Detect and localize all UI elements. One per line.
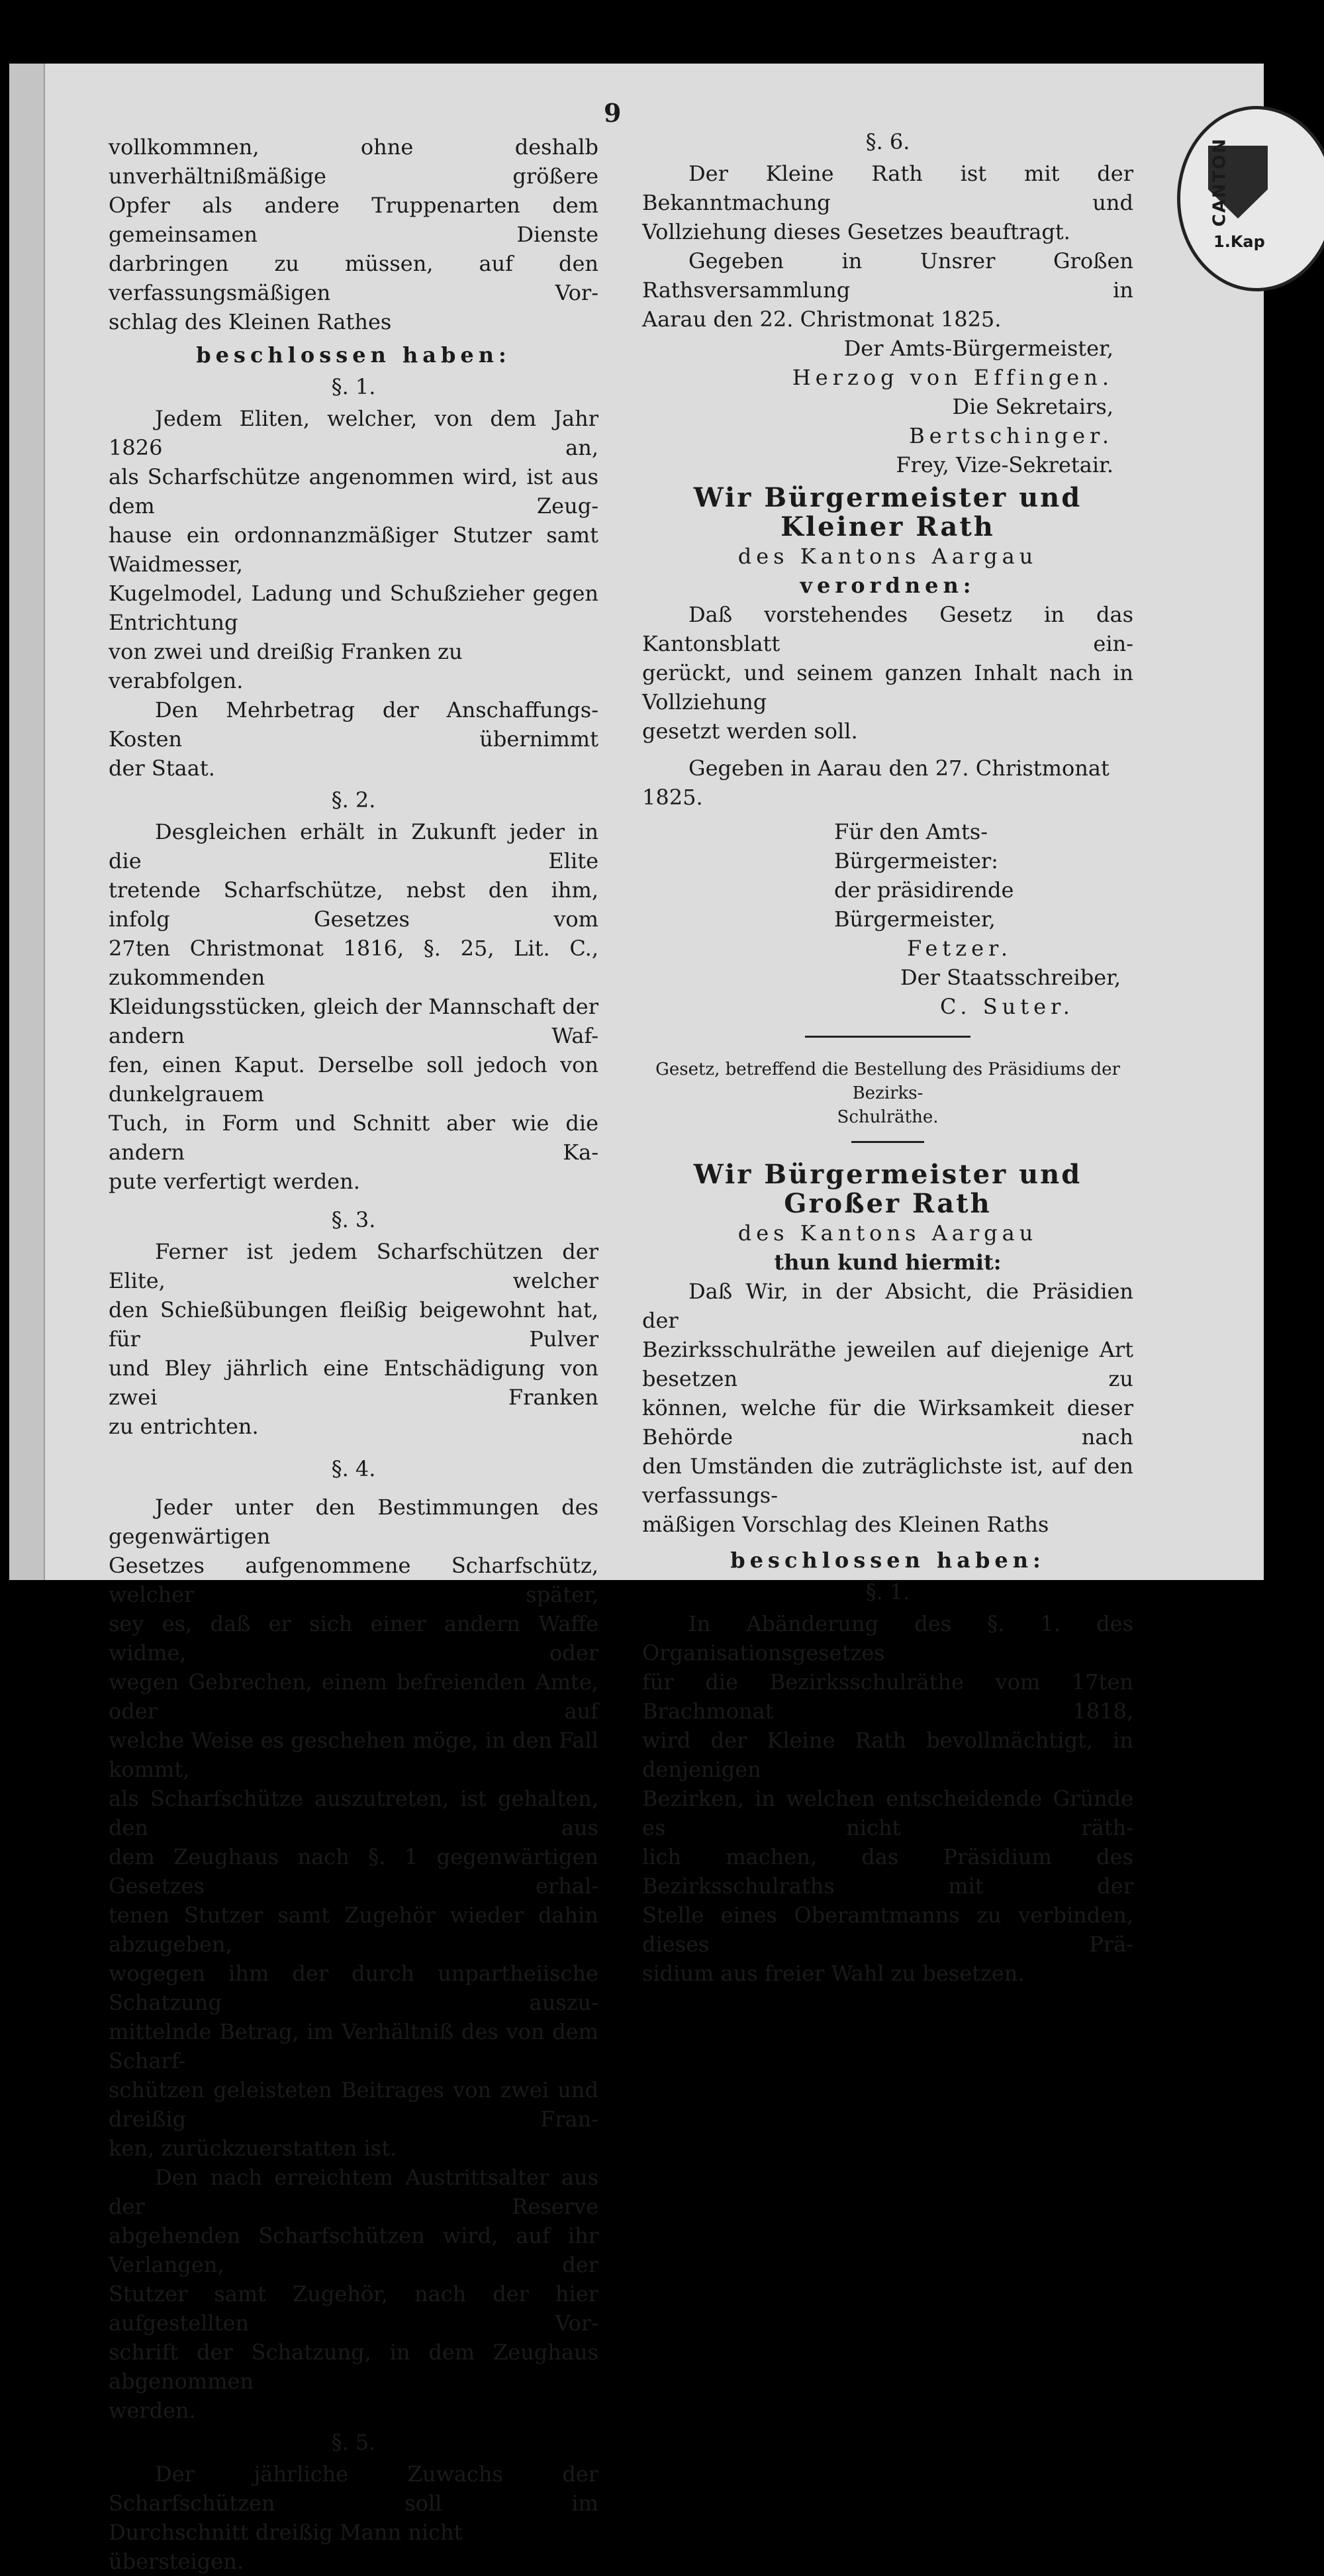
- text-line: den Schießübungen fleißig beigewohnt hat, für Pulver: [109, 1297, 598, 1352]
- text-line: Opfer als andere Truppenarten dem gemeinsamen Dienste: [109, 193, 598, 247]
- text-line: lich machen, das Präsidium des Bezirksschulraths mit der: [642, 1844, 1133, 1899]
- section-6: [642, 159, 1133, 334]
- section-heading: §. 4.: [331, 1456, 376, 1481]
- section-heading: §. 3.: [331, 1207, 376, 1232]
- text-line: zu entrichten.: [109, 1414, 259, 1439]
- text-line: Kleidungsstücken, gleich der Mannschaft der andern Waf-: [109, 994, 598, 1048]
- text-line: Der jährliche Zuwachs der Scharfschützen soll im: [109, 2461, 598, 2516]
- signature-name: Fetzer.: [907, 936, 1012, 961]
- resolved-heading: beschlossen haben:: [196, 342, 511, 368]
- text-line: Stelle eines Oberamtmanns zu verbinden, dieses Prä-: [642, 1903, 1133, 1957]
- text-line: Aarau den 22. Christmonat 1825.: [642, 307, 1002, 332]
- text-line: gesetzt werden soll.: [642, 718, 858, 744]
- text-line: schlag des Kleinen Rathes: [109, 309, 392, 334]
- text-line: tenen Stutzer samt Zugehör wieder dahin abzugeben,: [109, 1903, 598, 1957]
- given-line: Gegeben in Aarau den 27. Christmonat 1825.: [642, 756, 1110, 810]
- text-line: schrift der Schatzung, in dem Zeughaus abgenommen: [109, 2340, 598, 2394]
- text-line: vollkommnen, ohne deshalb unverhältnißmäßige größere: [109, 134, 598, 189]
- text-line: Tuch, in Form und Schnitt aber wie die andern Ka-: [109, 1111, 598, 1165]
- stamp-text-top: CANTON: [1209, 137, 1230, 227]
- divider: [851, 1141, 924, 1143]
- text-line: Den Mehrbetrag der Anschaffungs-Kosten übernimmt: [109, 697, 598, 752]
- text-line: Kugelmodel, Ladung und Schußzieher gegen Entrichtung: [109, 581, 598, 635]
- law-subtitle: des Kantons Aargau: [737, 1220, 1038, 1246]
- text-line: welche Weise es geschehen möge, in den Fall kommt,: [109, 1728, 598, 1782]
- signature-name: Herzog von Effingen.: [792, 365, 1113, 390]
- text-line: Daß Wir, in der Absicht, die Präsidien der: [642, 1279, 1133, 1333]
- text-line: Schulräthe.: [837, 1107, 939, 1127]
- signature-line: Der Staatsschreiber,: [900, 965, 1121, 990]
- law-verb: thun kund hiermit:: [774, 1250, 1002, 1275]
- text-line: darbringen zu müssen, auf den verfassungsmäßigen Vor-: [109, 251, 598, 305]
- decree-title: Wir Bürgermeister und Kleiner Rath: [693, 482, 1082, 542]
- section-4: [109, 1493, 598, 2425]
- signatures-1: [642, 334, 1133, 479]
- text-line: Bezirksschulräthe jeweilen auf diejenige Art besetzen zu: [642, 1337, 1133, 1391]
- text-line: Gegeben in Unsrer Großen Rathsversammlung in: [642, 248, 1133, 303]
- text-line: Stutzer samt Zugehör, nach der hier aufgestellten Vor-: [109, 2281, 598, 2336]
- section-heading: §. 5.: [331, 2430, 376, 2455]
- text-line: Daß vorstehendes Gesetz in das Kantonsblatt ein-: [642, 602, 1133, 656]
- signature-line: Für den Amts-Bürgermeister:: [834, 819, 998, 873]
- stamp-text-bottom: 1.Kap: [1213, 232, 1265, 251]
- binding-strip: [9, 64, 45, 1580]
- text-line: Jeder unter den Bestimmungen des gegenwärtigen: [109, 1495, 598, 1549]
- text-line: können, welche für die Wirksamkeit dieser Behörde nach: [642, 1395, 1133, 1450]
- section-1: [109, 404, 598, 783]
- right-column: [642, 124, 1133, 1988]
- signature-line: Der Amts-Bürgermeister,: [843, 336, 1113, 361]
- text-line: wird der Kleine Rath bevollmächtigt, in denjenigen: [642, 1728, 1133, 1782]
- text-line: Gesetz, betreffend die Bestellung des Präsidiums der Bezirks-: [655, 1060, 1120, 1103]
- law-preamble: [642, 1277, 1133, 1539]
- text-line: von zwei und dreißig Franken zu verabfolgen.: [109, 639, 463, 693]
- section-heading: §. 2.: [331, 787, 376, 813]
- signature-name: C. Suter.: [940, 994, 1074, 1019]
- text-line: Jedem Eliten, welcher, von dem Jahr 1826 an,: [109, 406, 598, 460]
- intro-paragraph: [109, 132, 598, 336]
- text-line: mittelnde Betrag, im Verhältniß des von dem Scharf-: [109, 2019, 598, 2073]
- decree-text: [642, 600, 1133, 746]
- section-heading: §. 1.: [865, 1579, 910, 1605]
- text-line: abgehenden Scharfschützen wird, auf ihr Verlangen, der: [109, 2223, 598, 2277]
- resolved-heading: beschlossen haben:: [730, 1548, 1045, 1573]
- text-line: Desgleichen erhält in Zukunft jeder in die Elite: [109, 819, 598, 873]
- text-line: sidium aus freier Wahl zu besetzen.: [642, 1961, 1025, 1986]
- law-title: [642, 1058, 1133, 1129]
- text-line: Durchschnitt dreißig Mann nicht übersteigen.: [109, 2520, 463, 2574]
- text-line: dem Zeughaus nach §. 1 gegenwärtigen Gesetzes erhal-: [109, 1844, 598, 1899]
- text-line: hause ein ordonnanzmäßiger Stutzer samt Waidmesser,: [109, 522, 598, 577]
- signatures-2: [642, 817, 1133, 1021]
- signature-line: der präsidirende Bürgermeister,: [834, 877, 1014, 932]
- section-2: [109, 817, 598, 1196]
- text-line: wegen Gebrechen, einem befreienden Amte, oder auf: [109, 1669, 598, 1724]
- law-section-1: [642, 1609, 1133, 1988]
- decree-subtitle: des Kantons Aargau: [737, 544, 1038, 569]
- text-line: In Abänderung des §. 1. des Organisationsgesetzes: [642, 1611, 1133, 1665]
- signature-name: Bertschinger.: [909, 423, 1113, 448]
- text-line: Vollziehung dieses Gesetzes beauftragt.: [642, 219, 1070, 244]
- decree-verb: verordnen:: [800, 573, 976, 598]
- text-line: Den nach erreichtem Austrittsalter aus der Reserve: [109, 2165, 598, 2219]
- text-line: tretende Scharfschütze, nebst den ihm, infolg Gesetzes vom: [109, 877, 598, 932]
- text-line: fen, einen Kaput. Derselbe soll jedoch von dunkelgrauem: [109, 1052, 598, 1107]
- section-heading: §. 1.: [331, 374, 376, 399]
- text-line: gerückt, und seinem ganzen Inhalt nach in Vollziehung: [642, 660, 1133, 715]
- text-line: mäßigen Vorschlag des Kleinen Raths: [642, 1512, 1049, 1537]
- section-3: [109, 1237, 598, 1441]
- text-line: und Bley jährlich eine Entschädigung von zwei Franken: [109, 1356, 598, 1410]
- text-line: sey es, daß er sich einer andern Waffe widme, oder: [109, 1611, 598, 1665]
- text-line: werden.: [109, 2398, 196, 2423]
- page-number: 9: [604, 98, 622, 128]
- section-5: [109, 2459, 598, 2576]
- text-line: schützen geleisteten Beitrages von zwei und dreißig Fran-: [109, 2077, 598, 2132]
- text-line: der Staat.: [109, 756, 215, 781]
- text-line: Bezirken, in welchen entscheidende Gründe es nicht räth-: [642, 1786, 1133, 1840]
- law-heading: Wir Bürgermeister und Großer Rath: [693, 1159, 1082, 1219]
- text-line: Gesetzes aufgenommene Scharfschütz, welcher später,: [109, 1553, 598, 1607]
- text-line: als Scharfschütze angenommen wird, ist aus dem Zeug-: [109, 464, 598, 519]
- left-column: [109, 132, 598, 2576]
- text-line: als Scharfschütze auszutreten, ist gehalten, den aus: [109, 1786, 598, 1840]
- text-line: für die Bezirksschulräthe vom 17ten Brachmonat 1818,: [642, 1669, 1133, 1724]
- signature-line: Die Sekretairs,: [952, 394, 1113, 419]
- text-line: den Umständen die zuträglichste ist, auf den verfassungs-: [642, 1454, 1133, 1508]
- text-line: Ferner ist jedem Scharfschützen der Elite, welcher: [109, 1239, 598, 1293]
- signature-name: Frey, Vize-Sekretair.: [896, 452, 1113, 477]
- divider: [805, 1036, 970, 1038]
- text-line: pute verfertigt werden.: [109, 1169, 360, 1194]
- text-line: 27ten Christmonat 1816, §. 25, Lit. C., zukommenden: [109, 936, 598, 990]
- section-heading: §. 6.: [865, 129, 910, 154]
- text-line: ken, zurückzuerstatten ist.: [109, 2136, 397, 2161]
- text-line: wogegen ihm der durch unpartheiische Schatzung auszu-: [109, 1961, 598, 2015]
- text-line: Der Kleine Rath ist mit der Bekanntmachung und: [642, 161, 1133, 215]
